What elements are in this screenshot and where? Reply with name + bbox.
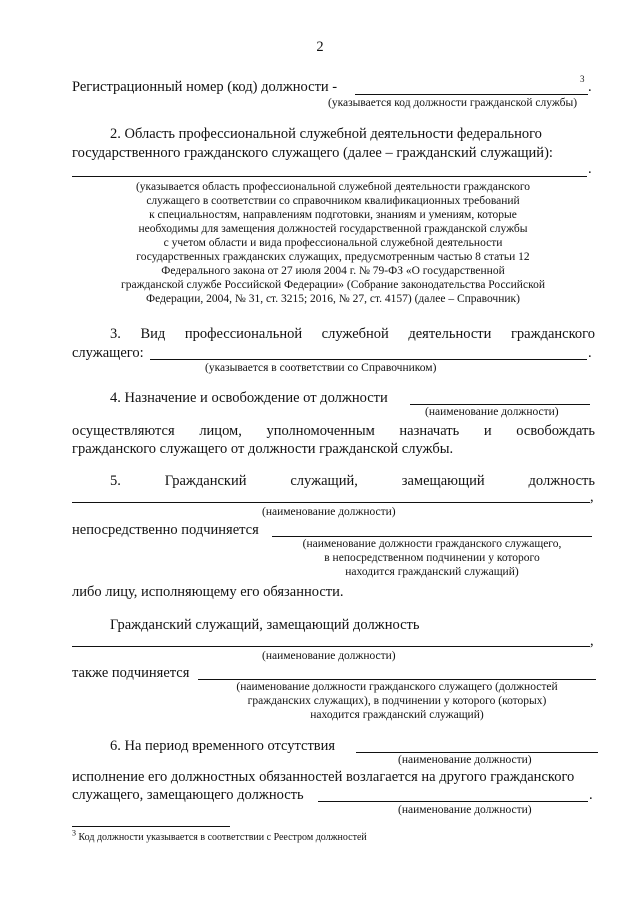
word: осуществляются — [72, 423, 175, 439]
s5-line1 — [110, 472, 595, 490]
word: должность — [528, 473, 595, 489]
word: профессиональной — [184, 326, 303, 342]
word: лицом, — [199, 423, 242, 439]
s2-blank — [72, 176, 587, 177]
s5-caption-2-line: находится гражданский служащий) — [345, 566, 519, 578]
s4-line3: гражданского служащего от должности гражданской службы. — [72, 441, 454, 457]
s2-caption-line: гражданской службе Российской Федерации» (Собрание законодательства Российской — [121, 279, 545, 291]
word: замещающий — [401, 473, 485, 489]
s2-caption-line: с учетом области и вида профессиональной служебной деятельности — [163, 237, 503, 249]
s6-caption-1: (наименование должности) — [398, 754, 532, 766]
s5-comma: , — [590, 489, 594, 505]
p2-caption-2 — [198, 680, 596, 722]
s5-blank-1 — [72, 502, 590, 503]
word: гражданского — [510, 326, 595, 342]
p2-caption-2-line: (наименование должности гражданского служащего (должностей — [236, 681, 558, 693]
s6-label: 6. На период временного отсутствия — [110, 738, 336, 754]
s3-caption: (указывается в соответствии со Справочником) — [205, 362, 437, 374]
word: Вид — [140, 326, 166, 342]
s4-label: 4. Назначение и освобождение от должности — [110, 390, 388, 406]
footnote-mark: 3 — [72, 828, 76, 838]
word: Гражданский — [164, 473, 247, 489]
s3-label: служащего: — [72, 345, 144, 361]
s2-caption-line: Федерального закона от 27 июля 2004 г. № 79-ФЗ «О государственной — [161, 265, 505, 277]
footnote — [72, 828, 367, 844]
word: 5. — [110, 473, 121, 489]
s6-line3-label: служащего, замещающего должность — [72, 787, 304, 803]
s2-dot: . — [588, 161, 592, 177]
word: и — [483, 423, 492, 439]
s6-blank-2 — [318, 801, 588, 802]
s4-line2 — [72, 422, 595, 440]
s3-line1 — [110, 325, 595, 343]
reg-number-label: Регистрационный номер (код) должности - — [72, 79, 338, 95]
s2-caption-line: необходимы для замещения должностей государственной гражданской службы — [138, 223, 528, 235]
s5-caption-2-line: в непосредственном подчинении у которого — [324, 552, 540, 564]
word: 3. — [110, 326, 121, 342]
word: освобождать — [516, 423, 595, 439]
s3-dot: . — [588, 345, 592, 361]
s2-caption-line: Федерации, 2004, № 31, ст. 3215; 2016, № 27, ст. 4157) (далее – Справочник) — [146, 293, 520, 305]
s2-line2: государственного гражданского служащего (далее – гражданский служащий): — [72, 145, 553, 161]
p2-also-label: также подчиняется — [72, 665, 190, 681]
s6-caption-2: (наименование должности) — [398, 804, 532, 816]
p2-caption-2-line: находится гражданский служащий) — [310, 709, 484, 721]
s2-caption-line: государственных гражданских служащих, предусмотренным частью 8 статьи 12 — [136, 251, 530, 263]
s2-caption-line: служащего в соответствии со справочником квалификационных требований — [146, 195, 520, 207]
p2-comma: , — [590, 633, 594, 649]
word: служащий, — [290, 473, 358, 489]
word: деятельности — [408, 326, 492, 342]
s6-dot: . — [589, 787, 593, 803]
reg-caption: (указывается код должности гражданской службы) — [328, 97, 578, 109]
word: служебной — [321, 326, 389, 342]
s6-line2: исполнение его должностных обязанностей возлагается на другого гражданского — [72, 769, 575, 785]
s5-caption-1: (наименование должности) — [262, 506, 396, 518]
s5-caption-2 — [272, 537, 592, 579]
footnote-text: Код должности указывается в соответствии с Реестром должностей — [78, 832, 367, 843]
s5-tail: либо лицу, исполняющему его обязанности. — [72, 584, 344, 600]
p2-caption-2-line: гражданских служащих), в подчинении у которого (которых) — [247, 695, 547, 707]
s2-caption-line: к специальностям, направлениям подготовки, знаниям и умениям, которые — [149, 209, 517, 221]
footnote-separator — [72, 826, 230, 827]
word: назначать — [399, 423, 460, 439]
reg-dot: . — [588, 79, 592, 95]
s2-caption-line: (указывается область профессиональной служебной деятельности гражданского — [135, 181, 531, 193]
word: уполномоченным — [266, 423, 375, 439]
footnote-ref: 3 — [580, 74, 585, 84]
s2-line1: 2. Область профессиональной служебной деятельности федерального — [110, 126, 542, 142]
s3-blank — [150, 359, 587, 360]
p2-blank-1 — [72, 646, 590, 647]
p2-caption-1: (наименование должности) — [262, 650, 396, 662]
p2-label: Гражданский служащий, замещающий должность — [110, 617, 420, 633]
s5-caption-2-line: (наименование должности гражданского служащего, — [302, 538, 562, 550]
s2-caption — [72, 180, 594, 306]
s4-caption: (наименование должности) — [425, 406, 559, 418]
reg-number-blank — [355, 94, 588, 95]
s5-subord-label: непосредственно подчиняется — [72, 522, 259, 538]
page-number: 2 — [316, 39, 324, 55]
